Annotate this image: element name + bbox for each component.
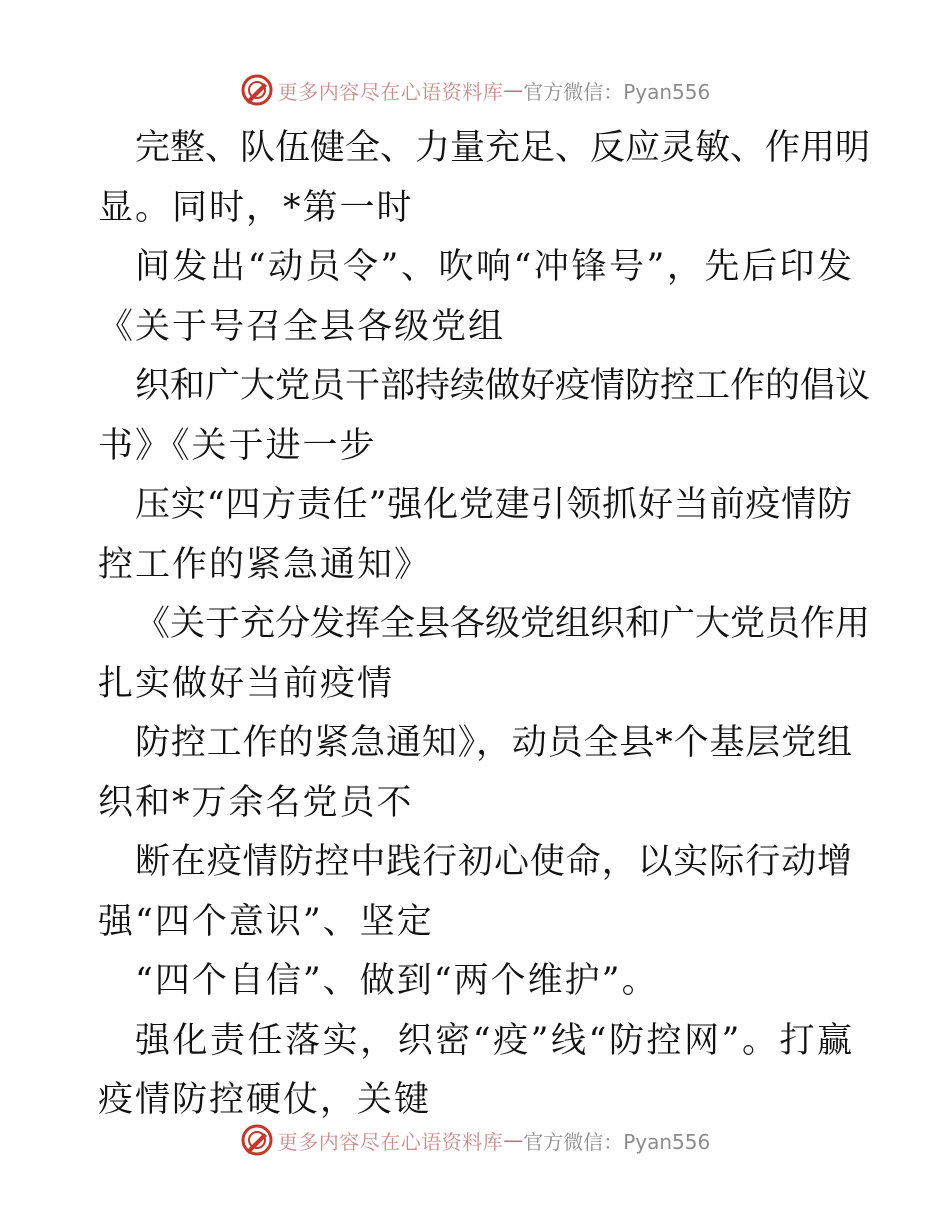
text-line: 压实“四方责任”强化党建引领抓好当前疫情防 xyxy=(135,485,852,525)
text-line: 疫情防控硬仗，关键 xyxy=(98,1080,432,1120)
watermark-brand: 更多内容尽在心语资料库 xyxy=(277,1129,504,1154)
text-line: 间发出“动员令”、吹响“冲锋号”，先后印发 xyxy=(135,247,852,287)
text-line: 织和广大党员干部持续做好疫情防控工作的倡议 xyxy=(135,366,871,406)
text-line: “四个自信”、做到“两个维护”。 xyxy=(135,961,659,1001)
watermark-dash: — xyxy=(503,78,524,102)
text-line: 扎实做好当前疫情 xyxy=(98,663,395,704)
text-line: 《关于充分发挥全县各级党组织和广大党员作用 xyxy=(135,604,871,644)
brand-logo-icon xyxy=(240,73,274,107)
watermark-contact: 官方微信：Pyan556 xyxy=(523,79,711,104)
watermark-brand: 更多内容尽在心语资料库 xyxy=(277,79,504,104)
text-line: 强化责任落实，织密“疫”线“防控网”。打赢 xyxy=(135,1020,852,1061)
header-watermark xyxy=(0,70,950,110)
watermark-contact: 官方微信：Pyan556 xyxy=(523,1129,711,1154)
text-line: 控工作的紧急通知》 xyxy=(98,544,432,585)
text-line: 《关于号召全县各级党组 xyxy=(98,306,506,347)
text-line: 织和*万余名党员不 xyxy=(98,782,414,823)
text-line: 显。同时，*第一时 xyxy=(98,187,414,228)
text-line: 书》《关于进一步 xyxy=(98,425,377,466)
watermark-dash: — xyxy=(503,1128,524,1152)
text-line: 强“四个意识”、坚定 xyxy=(98,901,434,942)
text-line: 完整、队伍健全、力量充足、反应灵敏、作用明 xyxy=(135,128,871,168)
footer-watermark xyxy=(0,1120,950,1160)
text-line: 防控工作的紧急通知》，动员全县*个基层党组 xyxy=(135,723,852,763)
text-line: 断在疫情防控中践行初心使命，以实际行动增 xyxy=(135,842,852,882)
brand-logo-icon xyxy=(240,1123,274,1157)
